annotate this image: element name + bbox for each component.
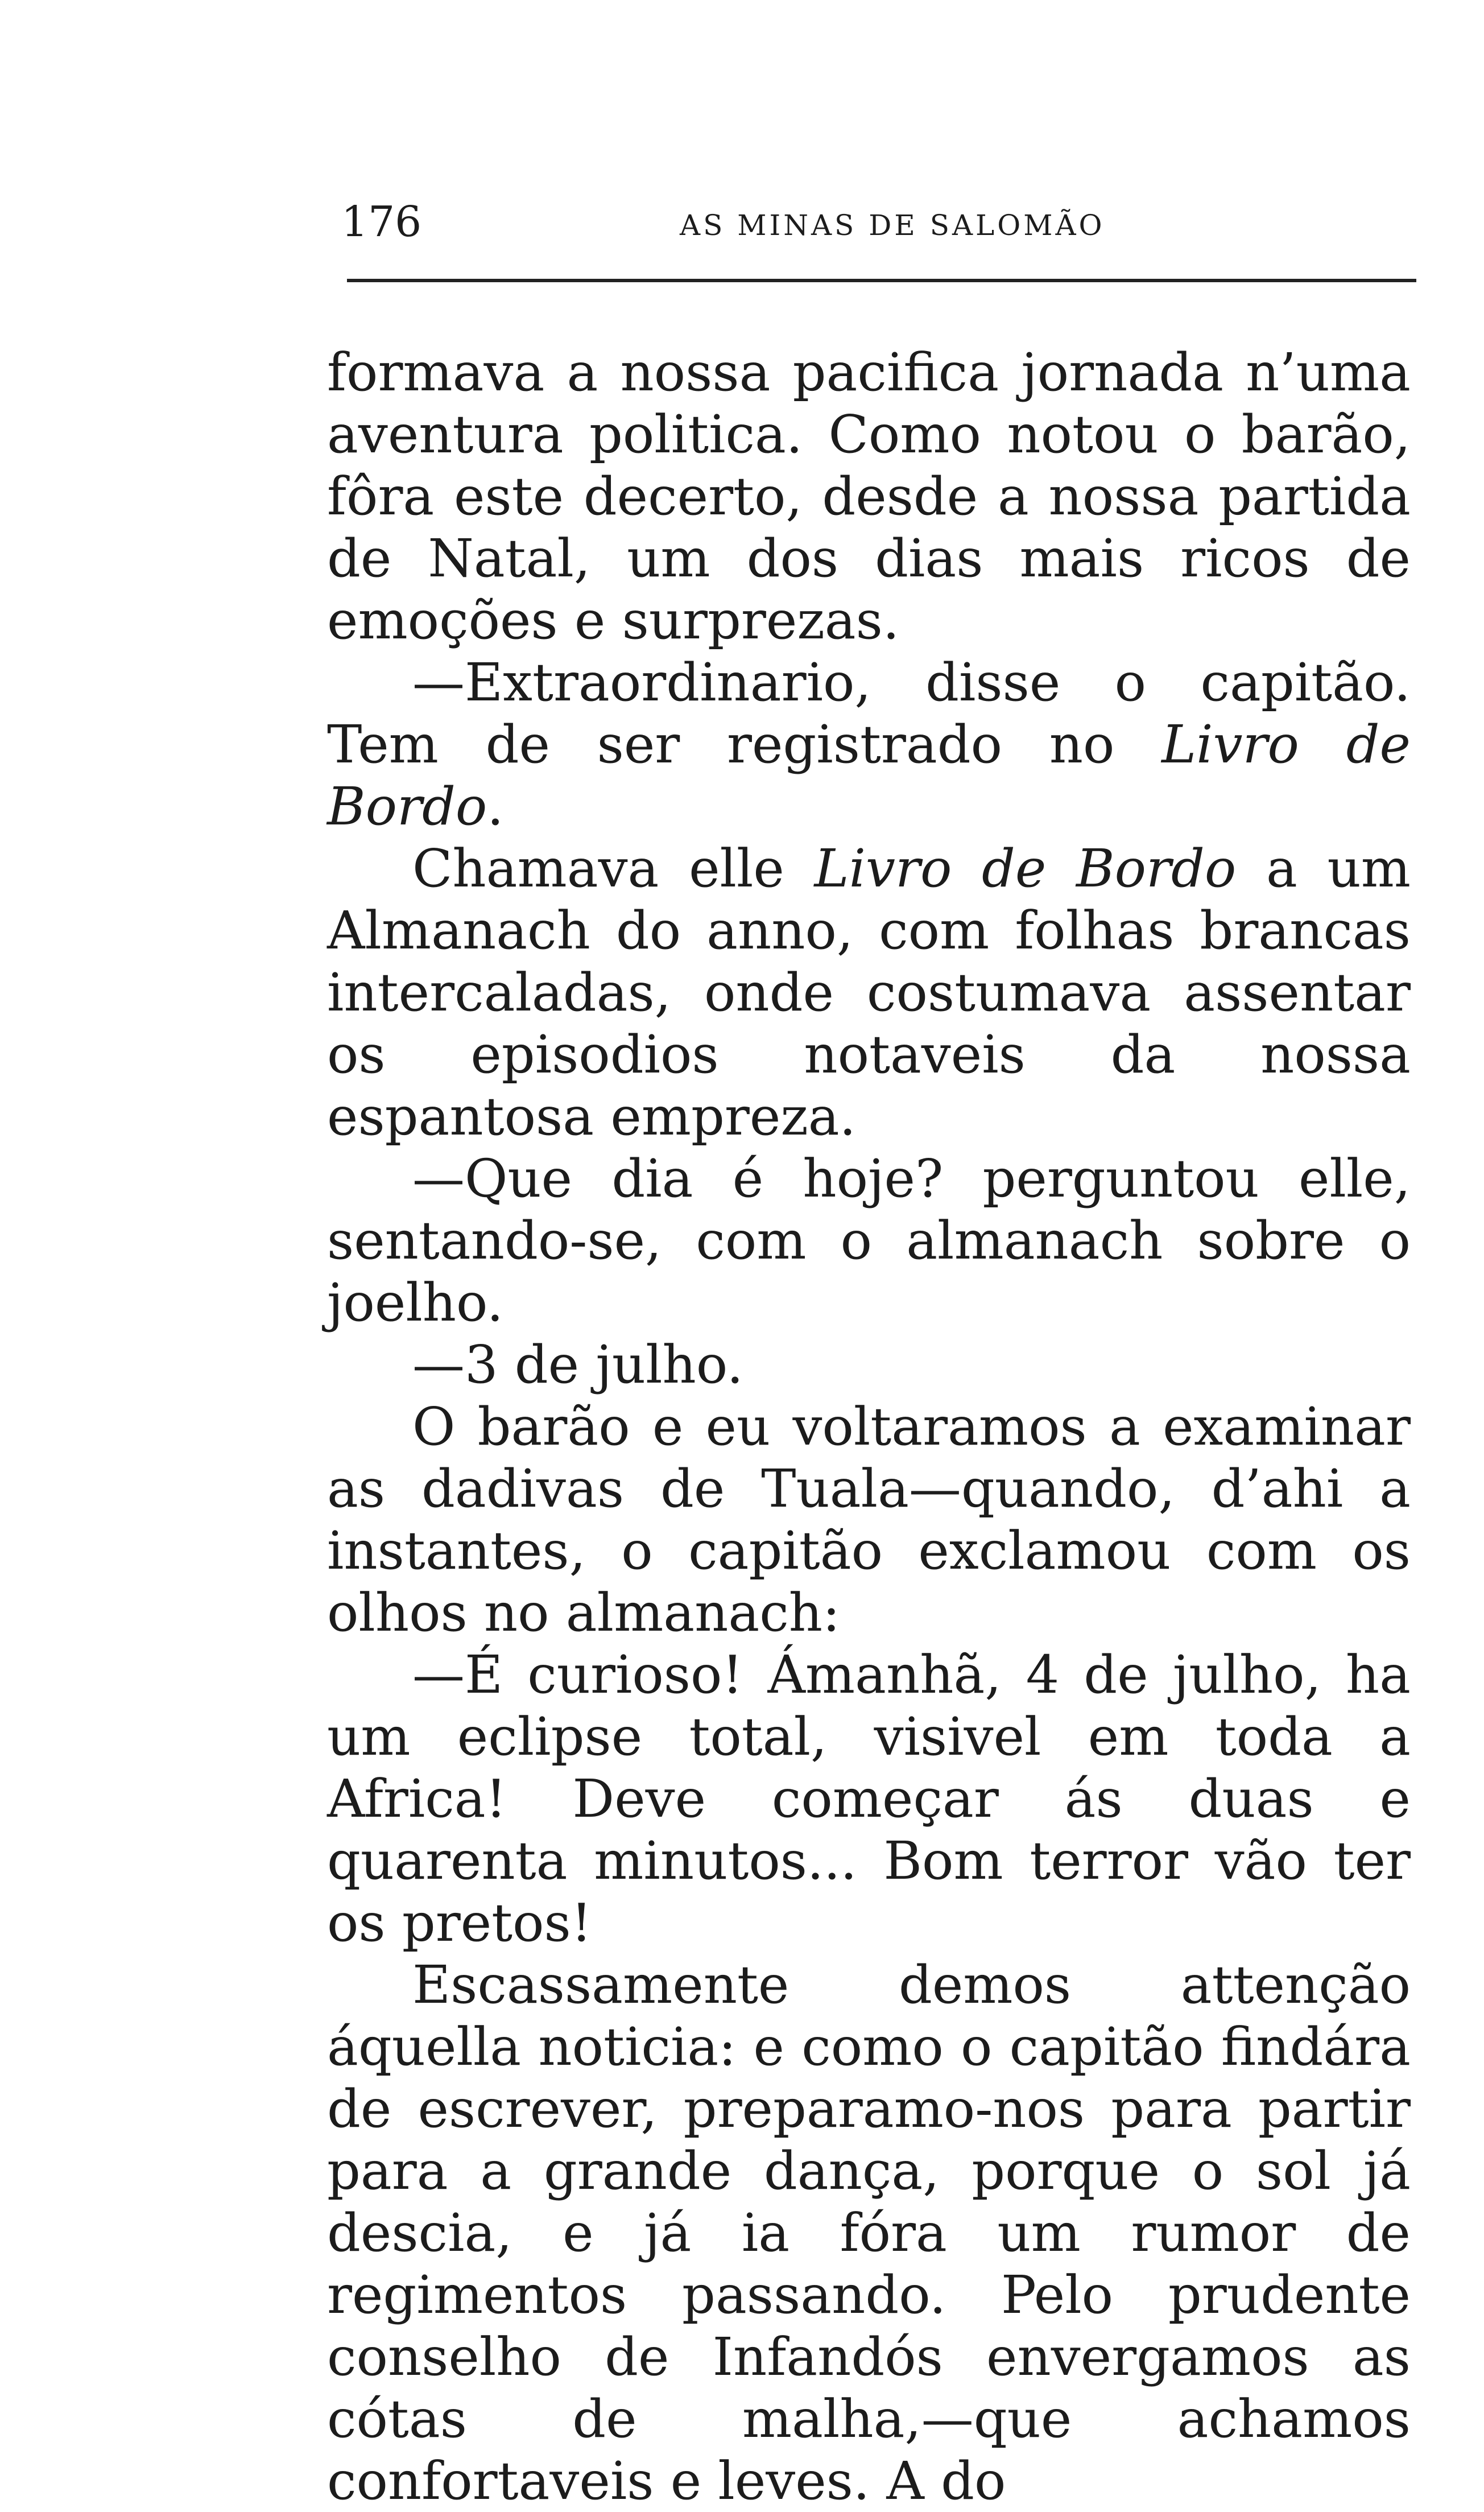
- text-run: formava a nossa pacifica jornada n’uma aventura politica. Como notou o barão, fôra este decerto, desde a nossa partida de Natal, um dos dias mais ricos de emoções e surprezas.: [327, 342, 1411, 651]
- paragraph: [327, 1148, 1411, 1334]
- text-run: —É curioso! Ámanhã, 4 de julho, ha um eclipse total, visivel em toda a Africa! Deve começar ás duas e quarenta minutos... Bom terror vão ter os pretos!: [327, 1644, 1411, 1953]
- text-run: Chamava elle: [412, 838, 815, 899]
- paragraph: [327, 1396, 1411, 1644]
- italic-title: Livro de Bordo: [327, 714, 1411, 837]
- italic-title: Livro de Bordo: [814, 838, 1237, 899]
- header-rule: [347, 279, 1416, 282]
- text-run: .: [487, 776, 504, 837]
- paragraph: [327, 651, 1411, 838]
- page-header: [341, 191, 1422, 259]
- paragraph: [327, 1334, 1411, 1396]
- text-run: —Extraordinario, disse o capitão. Tem de ser registrado no: [327, 652, 1411, 775]
- text-run: —3 de julho.: [412, 1334, 743, 1395]
- running-title: AS MINAS DE SALOMÃO: [680, 209, 1105, 242]
- paragraph: [327, 838, 1411, 1148]
- text-run: —Que dia é hoje? perguntou elle, sentando-se, com o almanach sobre o joelho.: [327, 1148, 1411, 1333]
- page-number: 176: [341, 197, 422, 246]
- body-text: [327, 341, 1411, 2512]
- text-run: Escassamente demos attenção áquella noticia: e como o capitão findára de escrever, preparamo-nos para partir para a grande dança, porque o sol já descia, e já ia fóra um rumor de regimentos passando. Pelo prudente conselho de Infandós envergamos as cótas de malha,—que achamos confortaveis e leves. A do: [327, 1954, 1411, 2511]
- paragraph: [327, 1644, 1411, 1954]
- text-run: O barão e eu voltaramos a examinar as dadivas de Tuala—quando, d’ahi a instantes, o capitão exclamou com os olhos no almanach:: [327, 1396, 1411, 1643]
- text-run: a um Almanach do anno, com folhas brancas intercaladas, onde costumava assentar os episodios notaveis da nossa espantosa empreza.: [327, 838, 1411, 1147]
- paragraph: [327, 1954, 1411, 2512]
- paragraph: [327, 341, 1411, 651]
